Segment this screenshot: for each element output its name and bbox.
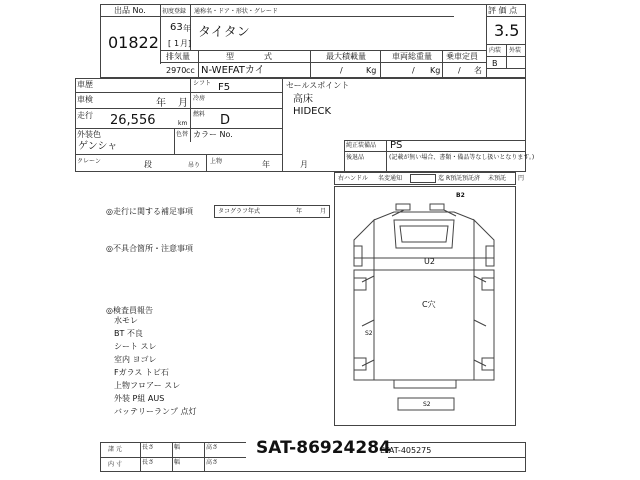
body-label: 車歴 (77, 80, 93, 89)
divider (140, 442, 141, 472)
vehicle-weight-label: 車両総重量 (392, 52, 432, 61)
inspection-year: 年 (156, 98, 166, 109)
inspector-item: バッテリーランプ 点灯 (114, 407, 197, 416)
slash: / (458, 66, 461, 75)
shift-label: シフト (193, 80, 212, 87)
deadline-label: 迄 (438, 175, 445, 182)
crane-label: クレーン (77, 158, 101, 165)
unpaid-label: 未預託 (488, 175, 507, 182)
divider (190, 78, 191, 142)
reg-month: 1 (174, 39, 180, 48)
equipment-label: 純正装備品 (346, 142, 377, 149)
interior-grade: B (492, 59, 498, 68)
equipment-value: PS (390, 140, 403, 151)
sales-point-1: 高床 (293, 94, 313, 105)
crane-hook: 吊り (188, 162, 201, 169)
grade-label: 評 価 点 (488, 6, 518, 15)
divider (206, 154, 207, 172)
loading-year: 年 (262, 160, 270, 169)
recycle-status: 預託済 (462, 175, 481, 182)
slash: / (412, 66, 415, 75)
divider (198, 50, 199, 78)
type-label-2: 式 (264, 52, 272, 61)
divider (282, 78, 283, 172)
inspector-item: BT 不良 (114, 329, 143, 338)
damage-label-s2-bottom: S2 (423, 401, 431, 408)
inspector-item: シート スレ (114, 342, 157, 351)
divider (160, 4, 161, 64)
type-label: 型 (226, 52, 234, 61)
footer-width-label: 幅 (174, 444, 181, 451)
ext-color-value: ゲンシャ (78, 141, 118, 152)
interior-label: 内装 (489, 47, 502, 54)
tacho-month: 月 (320, 208, 327, 215)
inspector-item: 上物フロアー スレ (114, 381, 181, 390)
name-notice-checkbox (410, 174, 436, 183)
divider (172, 442, 173, 472)
shift-value: F5 (218, 82, 231, 93)
name-label: 通称名・ドア・形状・グレード (194, 8, 278, 15)
defects-label: ◎不具合箇所・注意事項 (106, 244, 193, 253)
tacho-label: タコグラフ年式 (218, 208, 261, 215)
rh-label: 右ハンドル (338, 175, 369, 182)
fuel-label: 燃料 (193, 111, 206, 118)
displacement-label: 排気量 (166, 52, 190, 61)
watermark-text: SAT-86924284 (256, 438, 391, 458)
reg-month-open: [ (168, 39, 172, 48)
sales-point-label: セールスポイント (286, 81, 350, 90)
mileage-note-label: ◎走行に関する補足事項 (106, 207, 193, 216)
displacement-value: 2970 (166, 66, 187, 75)
recycle-label: R預託 (446, 175, 463, 182)
divider (386, 140, 387, 172)
lot-number: 01822 (108, 33, 159, 52)
yen-label: 円 (518, 175, 525, 182)
name-notice-label: 名変通知 (378, 175, 403, 182)
divider (310, 50, 311, 78)
slash: / (340, 66, 343, 75)
divider (344, 140, 345, 172)
ext-color-label: 外装色 (77, 130, 101, 139)
divider (160, 16, 454, 17)
exterior-label: 外装 (509, 47, 522, 54)
footer-row2-label: 内 寸 (108, 461, 122, 468)
mileage-unit: km (178, 120, 188, 127)
ac-label: 冷房 (193, 95, 206, 102)
loading-label: 上物 (210, 158, 223, 165)
divider (506, 44, 507, 68)
divider (486, 68, 526, 69)
max-load-label: 最大積載量 (326, 52, 366, 61)
divider (442, 50, 443, 78)
footer-height-label: 高さ (206, 459, 219, 466)
aftermarket-label: 後退品 (346, 154, 365, 161)
divider (75, 154, 282, 155)
grade-value: 3.5 (494, 21, 520, 40)
inspector-item: Fガラス トビ石 (114, 368, 169, 377)
tacho-year: 年 (296, 208, 303, 215)
color-code-label: カラー No. (193, 130, 233, 139)
divider (160, 50, 486, 51)
reg-year-unit: 年 (183, 24, 191, 33)
crane-steps: 段 (144, 160, 152, 169)
model-code: N-WEFATカイ (201, 65, 265, 76)
divider (75, 128, 282, 129)
sales-point-2: HIDECK (293, 106, 332, 117)
divider (174, 128, 175, 154)
divider (380, 50, 381, 78)
footer-width-label: 幅 (174, 459, 181, 466)
damage-label-u2: U2 (424, 257, 435, 266)
loading-month: 月 (300, 160, 308, 169)
chassis-fragment: EFAT-405275 (380, 446, 432, 455)
damage-label-c: C穴 (422, 300, 436, 309)
reg-year: 63 (170, 22, 183, 33)
lot-label: 出品 No. (114, 6, 146, 15)
damage-label-b2: B2 (456, 192, 465, 199)
inspection-label: 車検 (77, 95, 93, 104)
aftermarket-note: (記載が無い場合、書類・備品等なし扱いとなります。) (389, 154, 535, 161)
divider (344, 140, 526, 141)
displacement-unit: cc (186, 66, 195, 75)
divider (100, 16, 160, 17)
mileage-label: 走行 (77, 111, 93, 120)
divider (344, 151, 526, 152)
inspector-item: 水モレ (114, 316, 138, 325)
reg-month-unit: 月] (180, 39, 192, 48)
capacity-label: 乗車定員 (446, 52, 478, 61)
inspector-item: 外装 P組 AUS (114, 394, 165, 403)
footer-row1-label: 諸 元 (108, 446, 122, 453)
damage-label-s2-left: S2 (365, 330, 373, 337)
color-change-label: 色替 (176, 131, 189, 138)
footer-length-label: 長さ (142, 444, 155, 451)
model-name: タイタン (198, 25, 250, 40)
first-reg-label: 初度登録 (162, 8, 187, 15)
divider (160, 62, 486, 63)
capacity-unit: 名 (474, 66, 482, 75)
divider (486, 16, 526, 17)
inspector-label: ◎検査員報告 (106, 306, 153, 315)
mileage-value: 26,556 (110, 113, 156, 128)
footer-height-label: 高さ (206, 444, 219, 451)
fuel-value: D (220, 113, 231, 128)
max-load-unit: Kg (366, 66, 377, 75)
divider (204, 442, 205, 472)
footer-length-label: 長さ (142, 459, 155, 466)
divider (75, 92, 282, 93)
vehicle-weight-unit: Kg (430, 66, 441, 75)
inspection-month: 月 (178, 98, 188, 109)
inspector-item: 室内 ヨゴレ (114, 355, 157, 364)
